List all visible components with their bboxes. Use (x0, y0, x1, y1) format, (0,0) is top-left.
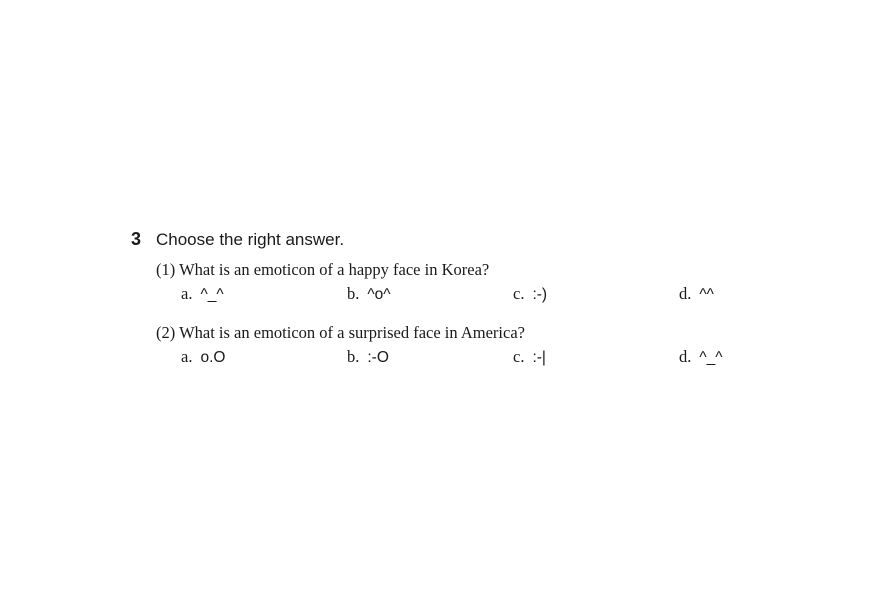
option-letter: d. (679, 347, 692, 366)
option-value: :-) (532, 286, 548, 303)
question-2-option-a[interactable] (181, 344, 225, 370)
option-value: ^_^ (699, 349, 723, 366)
question-2-option-b[interactable] (347, 344, 389, 370)
question-1-option-b[interactable] (347, 281, 391, 307)
option-value: ^_^ (200, 286, 224, 303)
question-2-option-c[interactable] (513, 344, 546, 370)
question-2-options (181, 344, 831, 370)
option-letter: a. (181, 284, 193, 303)
exercise-heading (131, 229, 831, 253)
option-letter: b. (347, 284, 360, 303)
option-letter: b. (347, 347, 360, 366)
option-value: ^^ (699, 286, 714, 303)
exercise-3 (131, 229, 831, 370)
exercise-instruction: Choose the right answer. (156, 230, 345, 249)
option-value: o.O (200, 349, 226, 366)
question-2-option-d[interactable] (679, 344, 723, 370)
question-1-options (181, 281, 831, 307)
question-2-text: (2) What is an emoticon of a surprised face in America? (156, 323, 525, 342)
question-1-option-c[interactable] (513, 281, 547, 307)
option-letter: c. (513, 347, 525, 366)
question-1-text: (1) What is an emoticon of a happy face in Korea? (156, 260, 490, 279)
option-letter: a. (181, 347, 193, 366)
option-value: :-O (367, 349, 389, 366)
option-letter: c. (513, 284, 525, 303)
question-2 (156, 322, 831, 370)
question-1 (156, 259, 831, 307)
question-1-option-a[interactable] (181, 281, 224, 307)
question-1-option-d[interactable] (679, 281, 714, 307)
option-value: ^o^ (367, 286, 391, 303)
option-letter: d. (679, 284, 692, 303)
exercise-number: 3 (131, 229, 142, 249)
option-value: :-| (532, 349, 546, 366)
